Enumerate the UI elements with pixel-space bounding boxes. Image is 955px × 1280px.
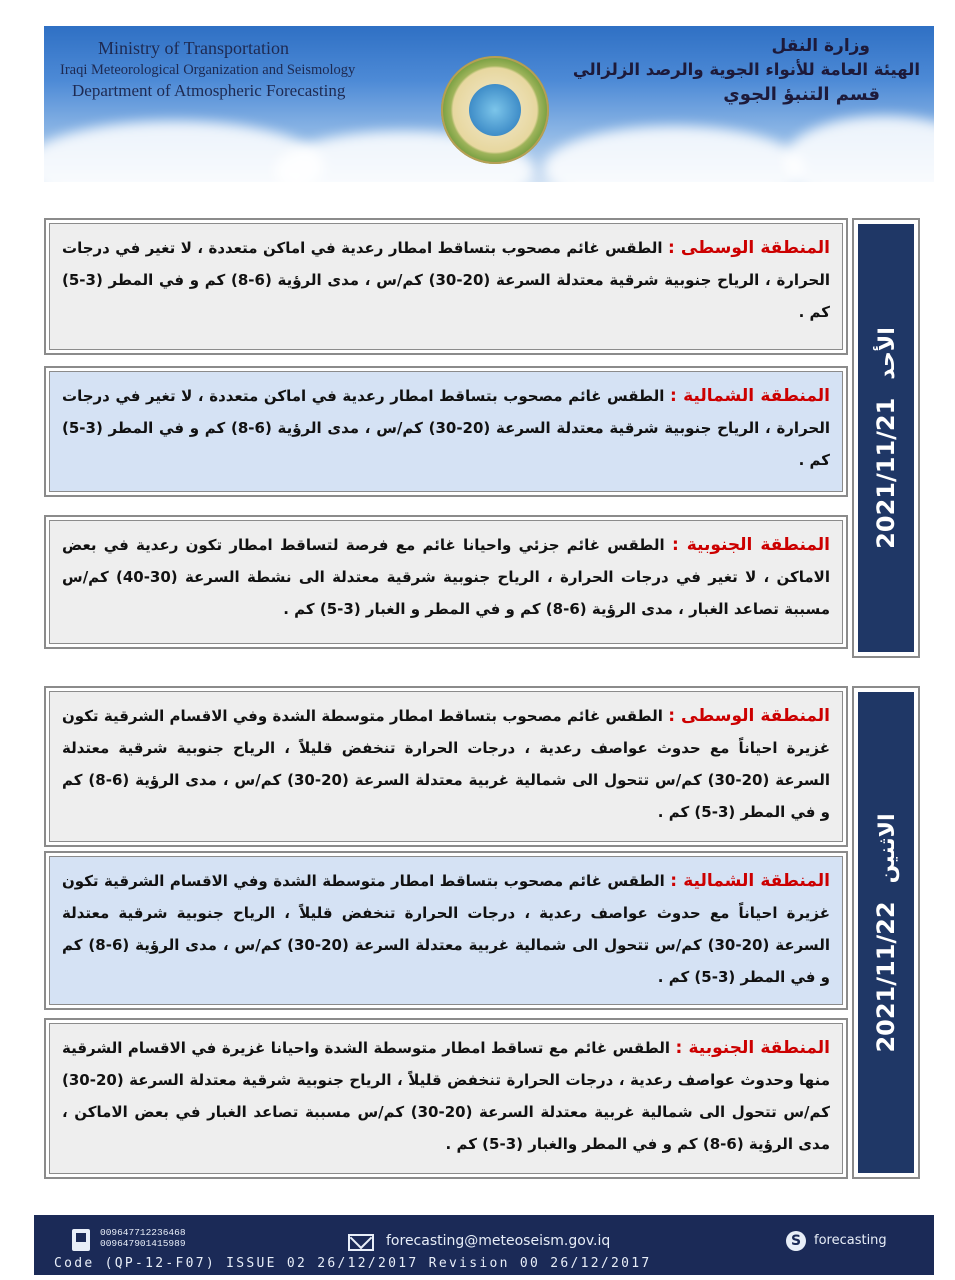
forecast-text-block [49, 223, 843, 350]
date-bar-day2 [852, 686, 920, 1179]
forecast-text: الطقس غائم مصحوب بتساقط امطار متوسطة الشدة وفي الاقسام الشرقية تكون غزيرة احياناً مع حدوث عواصف رعدية ، درجات الحرارة تنخفض قليلاً ، الرياح جنوبية شرقية معتدلة السرعة (20-30) كم/س تتحول الى شمالية غربية معتدلة السرعة (20-30) كم/س ، مدى الرؤية (6-8) كم و في المطر (3-5) كم . [62, 707, 830, 821]
forecast-text-block [49, 856, 843, 1005]
forecast-box-day1-central [44, 218, 848, 355]
header-banner [44, 26, 934, 182]
english-org-block [60, 38, 390, 101]
forecast-text: الطقس غائم مع تساقط امطار متوسطة الشدة واحيانا غزيرة في الاقسام الشرقية منها وحدوث عواصف رعدية ، درجات الحرارة تنخفض قليلاً ، الرياح جنوبية شرقية معتدلة السرعة (20-30) كم/س تتحول الى شمالية غربية معتدلة السرعة (20-30) كم/س مسببة تصاعد الغبار في بعض الاماكن ، مدى الرؤية (6-8) كم و في المطر والغبار (3-5) كم . [62, 1039, 830, 1153]
date-bar-fill [858, 692, 914, 1173]
date-bar-fill [858, 224, 914, 652]
mail-icon [348, 1234, 374, 1251]
skype-handle: forecasting [814, 1233, 887, 1248]
date-value: 2021/11/21 [872, 397, 900, 549]
email-address[interactable]: forecasting@meteoseism.gov.iq [386, 1233, 611, 1249]
day-name: الأحد [875, 327, 900, 380]
organization-logo [441, 56, 549, 164]
footer-bar [34, 1215, 934, 1275]
date-label [872, 327, 900, 549]
forecast-text: الطقس غائم مصحوب بتساقط امطار رعدية في اماكن متعددة ، لا تغير في درجات الحرارة ، الرياح جنوبية شرقية معتدلة السرعة (20-30) كم/س ، مدى الرؤية (6-8) كم و في المطر (3-5) كم . [62, 239, 830, 321]
region-label: المنطقة الوسطى : [667, 238, 831, 258]
phone-numbers [100, 1227, 186, 1249]
region-label: المنطقة الشمالية : [670, 386, 830, 406]
forecast-text-block [49, 371, 843, 492]
phone-number: 009647901415989 [100, 1238, 186, 1249]
forecast-box-day1-north [44, 366, 848, 497]
en-ministry: Ministry of Transportation [98, 38, 290, 58]
en-department: Department of Atmospheric Forecasting [72, 81, 346, 100]
date-value: 2021/11/22 [872, 900, 900, 1053]
skype-icon: S [786, 1231, 806, 1251]
forecast-text-block [49, 520, 843, 644]
region-label: المنطقة الشمالية : [670, 871, 830, 891]
forecast-box-day2-central [44, 686, 848, 847]
forecast-text-block [49, 691, 843, 842]
region-label: المنطقة الجنوبية : [671, 535, 830, 555]
forecast-box-day2-south [44, 1018, 848, 1179]
forecast-text: الطقس غائم مصحوب بتساقط امطار رعدية في اماكن متعددة ، لا تغير في درجات الحرارة ، الرياح جنوبية شرقية معتدلة السرعة (20-30) كم/س ، مدى الرؤية (6-8) كم و في المطر (3-5) كم . [62, 387, 830, 469]
cloud-decoration [784, 116, 934, 182]
forecast-text: الطقس غائم مصحوب بتساقط امطار متوسطة الشدة وفي الاقسام الشرقية تكون غزيرة احياناً مع حدوث عواصف رعدية ، درجات الحرارة تنخفض قليلاً ، الرياح جنوبية شرقية معتدلة السرعة (20-30) كم/س تتحول الى شمالية غربية معتدلة السرعة (20-30) كم/س ، مدى الرؤية (6-8) كم و في المطر (3-5) كم . [62, 872, 830, 986]
document-code-line: Code (QP-12-F07) ISSUE 02 26/12/2017 Revision 00 26/12/2017 [54, 1256, 652, 1271]
ar-organization: الهيئة العامة للأنواء الجوية والرصد الزلزالي [572, 60, 920, 79]
date-bar-day1 [852, 218, 920, 658]
phone-icon [72, 1229, 90, 1251]
en-organization: Iraqi Meteorological Organization and Seismology [60, 62, 356, 78]
forecast-text-block [49, 1023, 843, 1174]
phone-number: 009647712236468 [100, 1227, 186, 1238]
day-name: الاثنين [875, 812, 900, 883]
forecast-box-day2-north [44, 851, 848, 1010]
cloud-decoration [544, 126, 804, 182]
forecast-box-day1-south [44, 515, 848, 649]
logo-emblem-icon [469, 84, 521, 136]
ar-department: قسم التنبؤ الجوي [723, 84, 880, 105]
arabic-org-block [573, 36, 920, 105]
region-label: المنطقة الجنوبية : [675, 1038, 831, 1058]
region-label: المنطقة الوسطى : [668, 706, 830, 726]
date-label [872, 813, 900, 1052]
forecast-text: الطقس غائم جزئي واحيانا غائم مع فرصة لتساقط امطار تكون رعدية في بعض الاماكن ، لا تغير في درجات الحرارة ، الرياح جنوبية شرقية معتدلة الى نشطة السرعة (30-40) كم/س مسببة تصاعد الغبار ، مدى الرؤية (6-8) كم و في المطر و الغبار (3-5) كم . [62, 536, 830, 618]
ar-ministry: وزارة النقل [771, 36, 870, 56]
